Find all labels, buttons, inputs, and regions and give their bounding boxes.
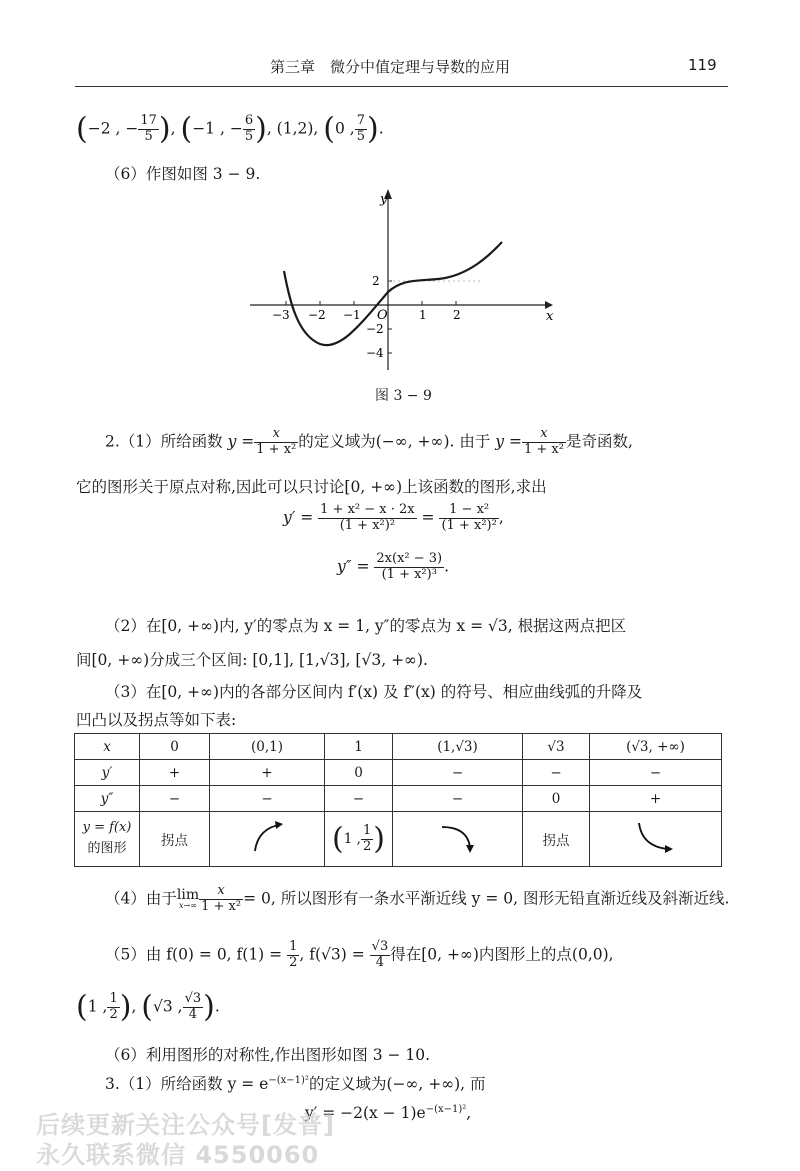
table-cell <box>393 812 523 867</box>
table-cell: − <box>523 760 590 786</box>
step5-line2: (1 , $\frac{1}{2}$ ), (√3 , $\frac{√3}{4}$ ). <box>76 989 220 1025</box>
fraction: $\frac{7}{5}$ <box>356 113 365 144</box>
x-tick-label: −3 <box>272 308 290 322</box>
watermark-line1: 后续更新关注公众号[发普] <box>36 1111 335 1139</box>
table-cell: (√3, +∞) <box>590 734 722 760</box>
problem2-line1 <box>105 427 633 458</box>
step4-line: （4）由于 lim x→∞ $\frac{x}{\text{1 + x²}}$ = 0, 所以图形有一条水平渐近线 y = 0, 图形无铅直渐近线及斜渐近线. <box>105 883 730 914</box>
table-cell: y′ <box>75 760 140 786</box>
table-cell: − <box>325 786 393 812</box>
table-header-row <box>75 734 722 760</box>
table-cell: (1,√3) <box>393 734 523 760</box>
fraction: $\frac{x}{\text{1 + x²}}$ <box>201 883 242 914</box>
table-cell: y″ <box>75 786 140 812</box>
y-tick-label: −2 <box>366 322 384 336</box>
table-cell: − <box>140 786 210 812</box>
table-cell: − <box>210 786 325 812</box>
step2-line2: 间[0, +∞)分成三个区间: [0,1], [1,√3], [√3, +∞). <box>76 651 428 669</box>
table-cell: (0,1) <box>210 734 325 760</box>
fraction: $\frac{\text{1 + x² − x · 2x}}{\text{(1 + x²)²}}$ <box>320 502 415 533</box>
sign-table <box>74 733 722 867</box>
table-cell <box>590 812 722 867</box>
table-cell: 拐点 <box>140 812 210 867</box>
limit-operator: lim x→∞ <box>176 887 200 911</box>
problem2-line2: 它的图形关于原点对称,因此可以只讨论[0, +∞)上该函数的图形,求出 <box>76 478 547 496</box>
watermark-line2: 永久联系微信 4550060 <box>36 1141 320 1169</box>
fraction: $\frac{17}{5}$ <box>140 113 157 144</box>
x-tick-label: 1 <box>419 308 427 322</box>
problem3-line1: 3.（1）所给函数 $y = e^{-(x-1)^2}$的定义域为(−∞, +∞), 而 <box>105 1074 486 1093</box>
x-tick-label: −2 <box>308 308 326 322</box>
concave-up-falling-arc-icon <box>631 819 681 855</box>
function-curve <box>284 242 502 345</box>
table-row <box>75 760 722 786</box>
fraction: $\frac{\text{1 − x²}}{\text{(1 + x²)²}}$ <box>441 502 497 533</box>
concave-down-rising-arc-icon <box>247 819 287 855</box>
table-cell <box>210 812 325 867</box>
fraction: $\frac{√3}{4}$ <box>371 939 389 970</box>
table-cell: + <box>140 760 210 786</box>
table-cell: 0 <box>325 760 393 786</box>
chapter-title: 第三章 微分中值定理与导数的应用 <box>270 58 511 76</box>
fraction: $\frac{1}{2}$ <box>289 939 298 970</box>
table-cell: 0 <box>140 734 210 760</box>
table-cell: 0 <box>523 786 590 812</box>
fraction: $\frac{6}{5}$ <box>244 113 254 144</box>
text: 的定义域为(−∞, +∞). 由于 <box>298 432 491 451</box>
table-cell: x <box>75 734 140 760</box>
table-cell: − <box>590 760 722 786</box>
y-tick-label: −4 <box>366 346 384 360</box>
y-axis-label: y <box>380 192 388 207</box>
fraction: $\frac{x}{\text{1 + x²}}$ <box>523 426 564 457</box>
text: 2.（1）所给函数 <box>105 432 223 451</box>
step6-symmetry: （6）利用图形的对称性,作出图形如图 3 − 10. <box>105 1046 431 1064</box>
step3-line2: 凹凸以及拐点等如下表: <box>76 711 237 729</box>
table-cell: − <box>393 760 523 786</box>
table-cell: − <box>393 786 523 812</box>
table-cell: √3 <box>523 734 590 760</box>
second-derivative: y″ = $\frac{\text{2x(x² − 3)}}{\text{(1 + x²)³}}$ . <box>337 551 450 582</box>
fraction: $\frac{√3}{4}$ <box>184 991 202 1022</box>
x-axis-arrow <box>545 301 553 309</box>
origin-label: O <box>377 308 388 323</box>
step5-line1: （5）由 f(0) = 0, f(1) = $\frac{1}{2}$ , f(√3) = $\frac{√3}{4}$ 得在[0, +∞)内图形上的点(0,0), <box>105 939 614 970</box>
point-4-text: 0 , <box>335 119 355 138</box>
figure-caption: 图 3 − 9 <box>375 388 432 404</box>
step3-line1: （3）在[0, +∞)内的各部分区间内 f′(x) 及 f″(x) 的符号、相应曲线弧的升降及 <box>105 683 643 701</box>
y-tick-label: 2 <box>372 274 380 288</box>
concave-down-falling-arc-icon <box>436 819 480 855</box>
header-rule <box>75 86 728 87</box>
step2-line1: （2）在[0, +∞)内, y′的零点为 x = 1, y″的零点为 x = √3, 根据这两点把区 <box>105 617 627 635</box>
x-tick-label: 2 <box>453 308 461 322</box>
table-cell: 1 <box>325 734 393 760</box>
text: y = <box>227 432 255 451</box>
table-cell: + <box>210 760 325 786</box>
step6-figure-ref: （6）作图如图 3 − 9. <box>105 165 261 183</box>
x-tick-label: −1 <box>343 308 361 322</box>
fraction: $\frac{1}{2}$ <box>109 991 118 1022</box>
table-cell: y = f(x) 的图形 <box>75 812 140 867</box>
fraction: $\frac{\text{2x(x² − 3)}}{\text{(1 + x²)³}}$ <box>376 551 443 582</box>
fraction: $\frac{x}{\text{1 + x²}}$ <box>256 426 297 457</box>
problem3-line2: $y' = -2(x - 1)e^{-(x-1)^2}$, <box>305 1104 472 1123</box>
figure-3-9-graph <box>240 185 560 380</box>
table-row <box>75 812 722 867</box>
point-3-text: (1,2) <box>276 119 314 138</box>
x-axis-label: x <box>546 309 554 324</box>
points-line: (−2 , − $\frac{17}{5}$ ), (−1 , − $\frac{6}{5}$ ), (1,2), (0 , $\frac{7}{5}$ ). <box>76 111 384 147</box>
point-2-text: −1 , − <box>192 119 243 138</box>
text: 是奇函数, <box>565 432 633 451</box>
first-derivative: y′ = $\frac{\text{1 + x² − x · 2x}}{\text{(1 + x²)²}}$ = $\frac{\text{1 − x²}}{\text{(1 + x²)²}}$ , <box>283 502 504 533</box>
table-cell: (1 , $\frac{1}{2}$ ) <box>325 812 393 867</box>
table-cell: + <box>590 786 722 812</box>
point-1-text: −2 , − <box>87 119 139 138</box>
table-cell: 拐点 <box>523 812 590 867</box>
page-number: 119 <box>688 56 717 74</box>
text: y = <box>495 432 522 451</box>
table-row <box>75 786 722 812</box>
